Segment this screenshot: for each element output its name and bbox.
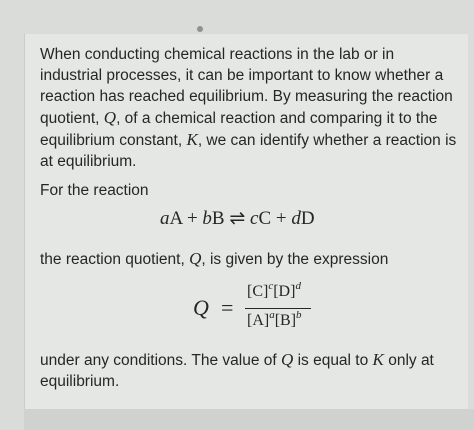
intro-paragraph (40, 44, 460, 172)
coef-b: b (202, 208, 212, 229)
q-symbol: Q (280, 350, 294, 369)
top-dot-marker (197, 26, 203, 32)
conclusion-text-3: only at equilibrium. (40, 352, 434, 390)
reaction-intro: For the reaction (40, 182, 149, 199)
species-d: D (300, 208, 315, 229)
conclusion-text-1: under any conditions. The value of (40, 352, 281, 369)
equilibrium-arrow: ⇌ (229, 208, 246, 229)
exp-d: d (295, 280, 301, 292)
conc-c: [C] (247, 283, 269, 300)
exp-a: a (269, 309, 275, 321)
bottom-shadow (24, 409, 474, 430)
conc-b: [B] (274, 312, 297, 329)
quotient-intro-text-2: , is given by the expression (201, 251, 389, 268)
coef-d: d (291, 208, 301, 229)
conclusion-text-2: is equal to (293, 352, 373, 369)
coef-a: a (160, 208, 170, 229)
q-symbol: Q (189, 249, 202, 268)
plus-sign: + (275, 208, 287, 229)
species-c: C (258, 208, 272, 229)
q-symbol: Q (103, 108, 117, 127)
equals-sign: = (221, 295, 234, 320)
species-a: A (169, 208, 183, 229)
intro-text-1: When conducting chemical reactions in the lab or in industrial processes, it can be important to know whether a reaction has reached equilibrium. By measuring the reaction quotient, (40, 46, 453, 127)
reaction-equation (160, 207, 315, 230)
fraction-denominator (247, 309, 302, 330)
intro-text-2: , of a chemical reaction and comparing it to the equilibrium constant, (40, 110, 438, 149)
quotient-lhs: Q (193, 295, 209, 320)
conc-a: [A] (247, 312, 270, 329)
species-b: B (211, 208, 225, 229)
k-symbol: K (372, 350, 384, 369)
quotient-intro-text-1: the reaction quotient, (40, 251, 190, 268)
intro-text-3: , we can identify whether a reaction is at equilibrium. (40, 132, 457, 170)
k-symbol: K (186, 130, 198, 149)
plus-sign: + (186, 208, 198, 229)
conc-d: [D] (273, 283, 296, 300)
conclusion-paragraph (40, 349, 460, 392)
coef-c: c (250, 208, 259, 229)
quotient-intro (40, 248, 388, 270)
fraction-numerator (247, 280, 301, 301)
exp-c: c (268, 280, 274, 292)
exp-b: b (296, 309, 302, 321)
